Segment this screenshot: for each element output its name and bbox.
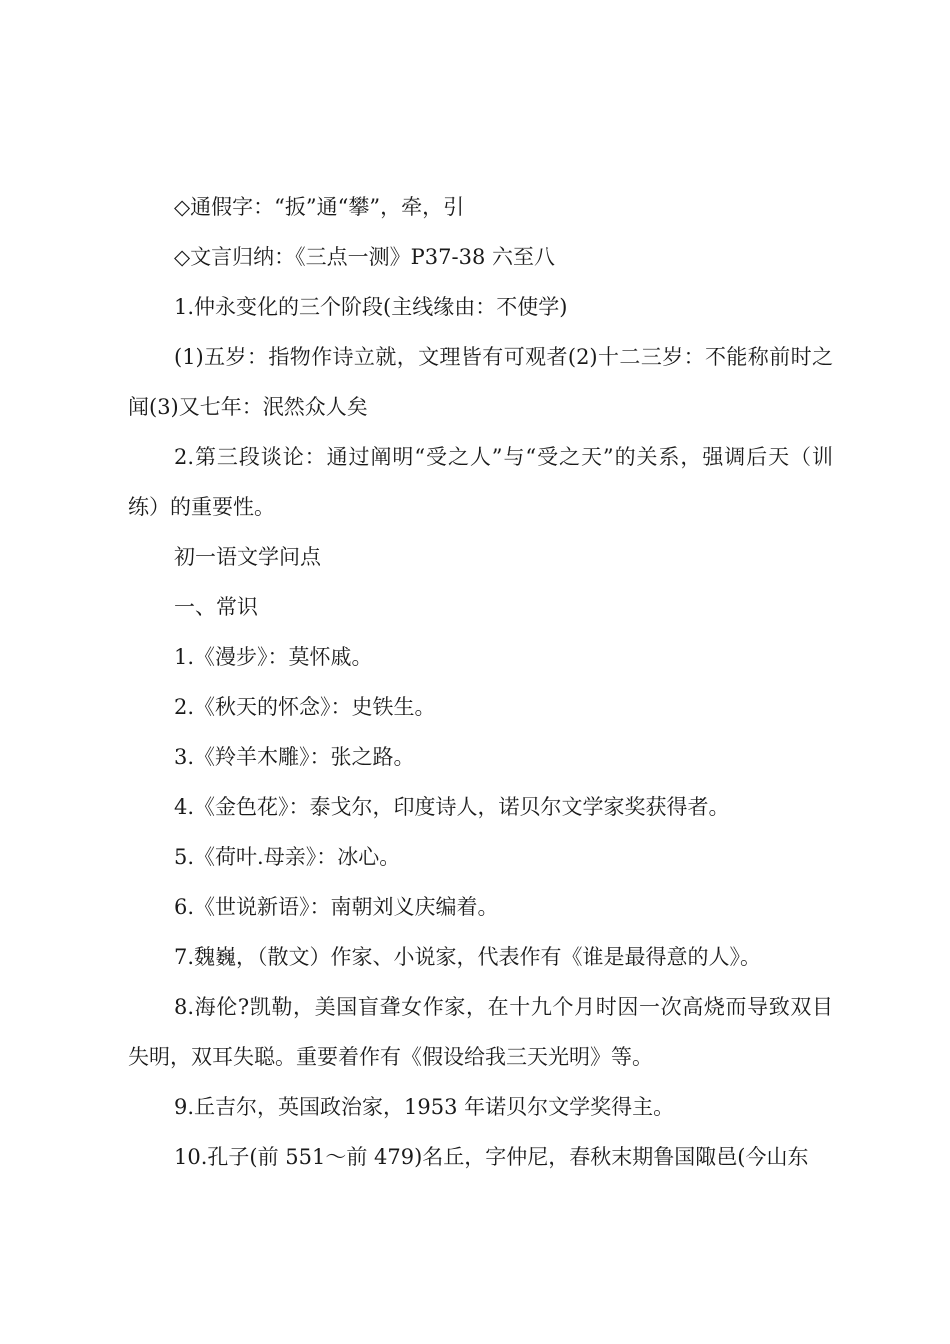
list-item: 6.《世说新语》：南朝刘义庆编着。 <box>174 895 499 919</box>
paragraph-third-section: 2.第三段谈论：通过阐明“受之人”与“受之天”的关系，强调后天（训练）的重要性。 <box>128 445 833 519</box>
subsection-title: 一、常识 <box>174 595 258 619</box>
list-item: 2.《秋天的怀念》：史铁生。 <box>174 695 436 719</box>
list-item: 4.《金色花》：泰戈尔，印度诗人，诺贝尔文学家奖获得者。 <box>174 795 730 819</box>
list-item: 5.《荷叶.母亲》：冰心。 <box>174 845 401 869</box>
paragraph-tongjiazi: ◇通假字：“扳”通“攀”，牵，引 <box>174 195 465 219</box>
list-item: 9.丘吉尔，英国政治家，1953 年诺贝尔文学奖得主。 <box>174 1095 675 1119</box>
section-title: 初一语文学问点 <box>174 545 321 569</box>
list-item: 3.《羚羊木雕》：张之路。 <box>174 745 415 769</box>
paragraph-stages-heading: 1.仲永变化的三个阶段(主线缘由：不使学) <box>174 295 568 319</box>
paragraph-wenyan-guina: ◇文言归纳：《三点一测》P37-38 六至八 <box>174 245 555 269</box>
list-item: 1.《漫步》：莫怀戚。 <box>174 645 373 669</box>
list-item: 8.海伦?凯勒，美国盲聋女作家，在十九个月时因一次高烧而导致双目失明，双耳失聪。重要着作有《假设给我三天光明》等。 <box>128 995 833 1069</box>
list-item: 10.孔子(前 551～前 479)名丘，字仲尼，春秋末期鲁国陬邑(今山东 <box>174 1145 809 1169</box>
list-item: 7.魏巍，（散文）作家、小说家，代表作有《谁是最得意的人》。 <box>174 945 762 969</box>
paragraph-stages-detail: (1)五岁：指物作诗立就，文理皆有可观者(2)十二三岁：不能称前时之闻(3)又七年：泯然众人矣 <box>128 345 833 419</box>
document-body <box>128 182 833 1182</box>
